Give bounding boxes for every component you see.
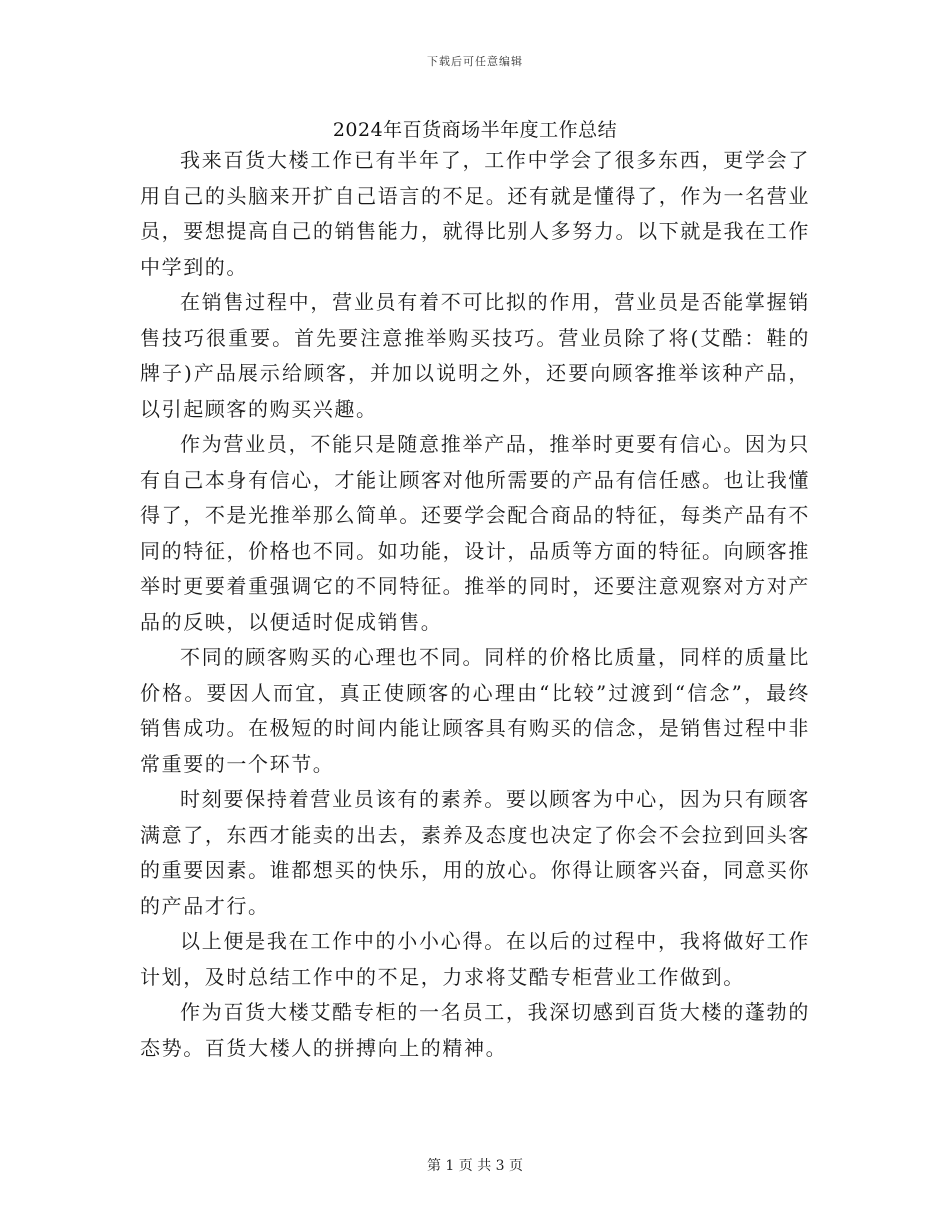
paragraph: 作为百货大楼艾酷专柜的一名员工，我深切感到百货大楼的蓬勃的态势。百货大楼人的拼搏向上的精神。 (140, 1000, 810, 1060)
paragraph: 我来百货大楼工作已有半年了，工作中学会了很多东西，更学会了用自己的头脑来开扩自己语言的不足。还有就是懂得了，作为一名营业员，要想提高自己的销售能力，就得比别人多努力。以下就是我在工作中学到的。 (140, 148, 810, 279)
document-body (140, 143, 810, 1066)
header-note: 下载后可任意编辑 (427, 55, 523, 68)
paragraph: 在销售过程中，营业员有着不可比拟的作用，营业员是否能掌握销售技巧很重要。首先要注意推举购买技巧。营业员除了将(艾酷：鞋的牌子)产品展示给顾客，并加以说明之外，还要向顾客推举该种产品，以引起顾客的购买兴趣。 (140, 290, 810, 421)
paragraph: 时刻要保持着营业员该有的素养。要以顾客为中心，因为只有顾客满意了，东西才能卖的出去，素养及态度也决定了你会不会拉到回头客的重要因素。谁都想买的快乐，用的放心。你得让顾客兴奋，同意买你的产品才行。 (140, 787, 810, 918)
document-title: 2024年百货商场半年度工作总结 (332, 119, 618, 141)
paragraph: 以上便是我在工作中的小小心得。在以后的过程中，我将做好工作计划，及时总结工作中的不足，力求将艾酷专柜营业工作做到。 (140, 929, 810, 989)
page-number: 第 1 页 共 3 页 (426, 1158, 524, 1174)
paragraph: 不同的顾客购买的心理也不同。同样的价格比质量，同样的质量比价格。要因人而宜，真正使顾客的心理由“比较”过渡到“信念”，最终销售成功。在极短的时间内能让顾客具有购买的信念，是销售过程中非常重要的一个环节。 (140, 645, 810, 776)
paragraph: 作为营业员，不能只是随意推举产品，推举时更要有信心。因为只有自己本身有信心，才能让顾客对他所需要的产品有信任感。也让我懂得了，不是光推举那么简单。还要学会配合商品的特征，每类产品有不同的特征，价格也不同。如功能，设计，品质等方面的特征。向顾客推举时更要着重强调它的不同特征。推举的同时，还要注意观察对方对产品的反映，以便适时促成销售。 (140, 432, 810, 634)
